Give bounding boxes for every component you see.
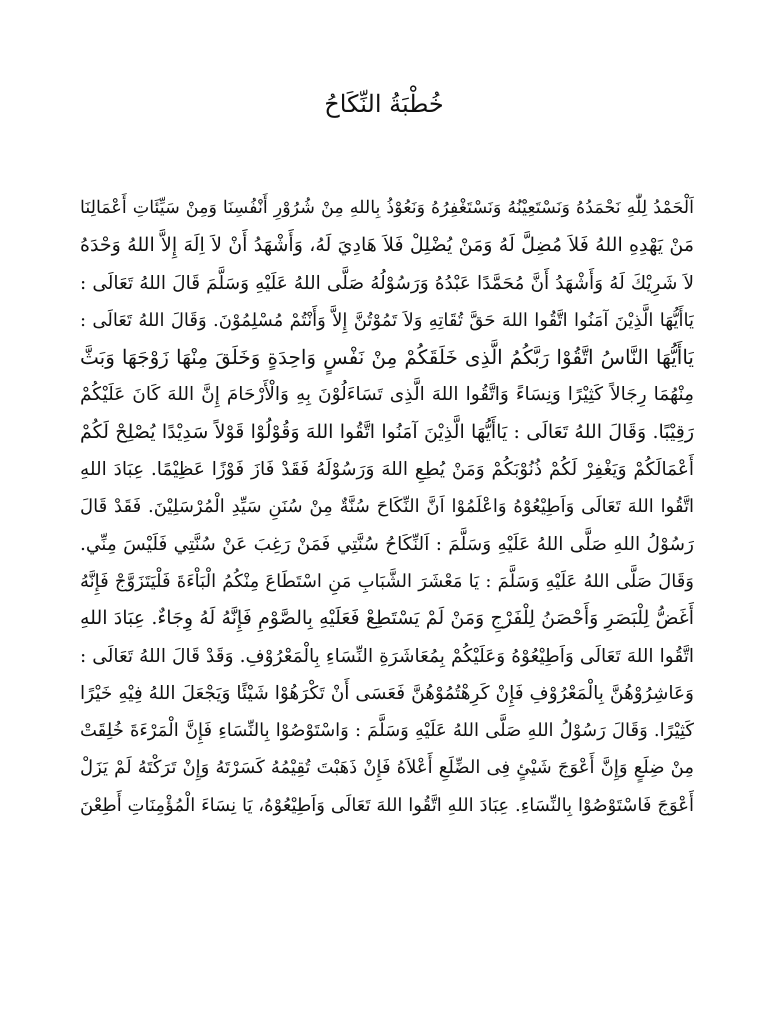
- text-line: يَاأَيُّهَا النَّاسُ اتَّقُوْا رَبَّكُمُ الَّذِى خَلَقَكُمْ مِنْ نَفْسٍ وَاحِدَةٍ وَخَلَقَ مِنْهَا زَوْجَهَا وَبَثَّ: [80, 345, 694, 370]
- text-line: اتَّقُوا اللهَ تَعَالَى وَاَطِيْعُوْهُ وَاعْلَمُوْا اَنَّ النِّكَاحَ سُنَّةٌ مِنْ سُنَنِ سَيِّدِ الْمُرْسَلِيْنَ. فَقَدْ قَالَ: [80, 496, 694, 518]
- text-line: رَقِيْبًا. وَقَالَ اللهُ تَعَالَى : يَاأَيُّهَا الَّذِيْنَ آمَنُوا اتَّقُوا اللهَ وَقُوْلُوْا قَوْلاً سَدِيْدًا يُصْلِحْ لَكُمْ: [80, 420, 694, 443]
- text-line: مِنْهُمَا رِجَالاً كَثِيْرًا وَنِسَاءً وَاتَّقُوا اللهَ الَّذِى تَسَاءَلُوْنَ بِهِ وَالْأَرْحَامَ إِنَّ اللهَ كَانَ عَلَيْكُمْ: [80, 384, 694, 406]
- document-title: خُطْبَةُ النِّكَاحُ: [324, 90, 444, 118]
- text-line: اَلْحَمْدُ لِلّٰهِ نَحْمَدُهُ وَنَسْتَعِيْنُهُ وَنَسْتَغْفِرُهُ وَنَعُوْذُ بِاللهِ مِنْ شُرُوْرِ أَنْفُسِنَا وَمِنْ سَيِّئَاتِ أَعْمَالِنَا: [80, 198, 694, 218]
- text-line: أَغَضُّ لِلْبَصَرِ وَأَحْصَنُ لِلْفَرْجِ وَمَنْ لَمْ يَسْتَطِعْ فَعَلَيْهِ بِالصَّوْمِ فَإِنَّهُ لَهُ وِجَاءٌ. عِبَادَ اللهِ: [80, 607, 694, 630]
- text-line: يَاأَيُّهَا الَّذِيْنَ آمَنُوا اتَّقُوا اللهَ حَقَّ تُقَاتِهِ وَلاَ تَمُوْتُنَّ إِلاَّ وَأَنْتُمْ مُسْلِمُوْنَ. وَقَالَ اللهُ تَعَالَى :: [80, 309, 694, 331]
- text-line: لاَ شَرِيْكَ لَهُ وَأَشْهَدُ أَنَّ مُحَمَّدًا عَبْدُهُ وَرَسُوْلُهُ صَلَّى اللهُ عَلَيْهِ وَسَلَّمَ قَالَ اللهُ تَعَالَى :: [80, 272, 694, 294]
- text-line: اتَّقُوا اللهَ تَعَالَى وَاَطِيْعُوْهُ وَعَلَيْكُمْ بِمُعَاشَرَةِ النِّسَاءِ بِالْمَعْرُوْفِ. وَقَدْ قَالَ اللهُ تَعَالَى :: [80, 645, 694, 667]
- text-line: وَعَاشِرُوْهُنَّ بِالْمَعْرُوْفِ فَإِنْ كَرِهْتُمُوْهُنَّ فَعَسَى أَنْ تَكْرَهُوْا شَيْئًا وَيَجْعَلَ اللهُ فِيْهِ خَيْرًا: [80, 682, 694, 704]
- sermon-text: [80, 190, 694, 824]
- text-line: رَسُوْلُ اللهِ صَلَّى اللهُ عَلَيْهِ وَسَلَّمَ : اَلنِّكَاحُ سُنَّتِي فَمَنْ رَغِبَ عَنْ سُنَّتِي فَلَيْسَ مِنِّي.: [80, 533, 694, 555]
- text-line: مِنْ ضِلَعٍ وَإِنَّ أَعْوَجَ شَيْئٍ فِى الضِّلَعِ أَعْلاَهُ فَإِنْ ذَهَبْتَ تُقِيْمُهُ كَسَرْتَهُ وَإِنْ تَرَكْتَهُ لَمْ يَزَلْ: [80, 757, 694, 779]
- text-line: وَقَالَ صَلَّى اللهُ عَلَيْهِ وَسَلَّمَ : يَا مَعْشَرَ الشَّبَابِ مَنِ اسْتَطَاعَ مِنْكُمُ الْبَاْءَةَ فَلْيَتَزَوَّجْ فَإِنَّهُ: [80, 570, 694, 592]
- text-line: أَعْمَالَكُمْ وَيَغْفِرْ لَكُمْ ذُنُوْبَكُمْ وَمَنْ يُطِعِ اللهَ وَرَسُوْلَهُ فَقَدْ فَازَ فَوْزًا عَظِيْمًا. عِبَادَ اللهِ: [80, 459, 694, 481]
- text-line: أَعْوَجَ فَاسْتَوْصُوْا بِالنِّسَاءِ. عِبَادَ اللهِ اتَّقُوا اللهَ تَعَالَى وَاَطِيْعُوْهُ، يَا نِسَاءَ الْمُؤْمِنَاتِ أَطِعْنَ: [80, 794, 694, 816]
- text-line: كَثِيْرًا. وَقَالَ رَسُوْلُ اللهِ صَلَّى اللهُ عَلَيْهِ وَسَلَّمَ : وَاسْتَوْصُوْا بِالنِّسَاءِ فَإِنَّ الْمَرْءَةَ خُلِقَتْ: [80, 720, 694, 742]
- text-line: مَنْ يَهْدِهِ اللهُ فَلاَ مُضِلَّ لَهُ وَمَنْ يُضْلِلْ فَلاَ هَادِيَ لَهُ، وَأَشْهَدُ أَنْ لاَ اِلَهَ إِلاَّ اللهُ وَحْدَهُ: [80, 234, 694, 257]
